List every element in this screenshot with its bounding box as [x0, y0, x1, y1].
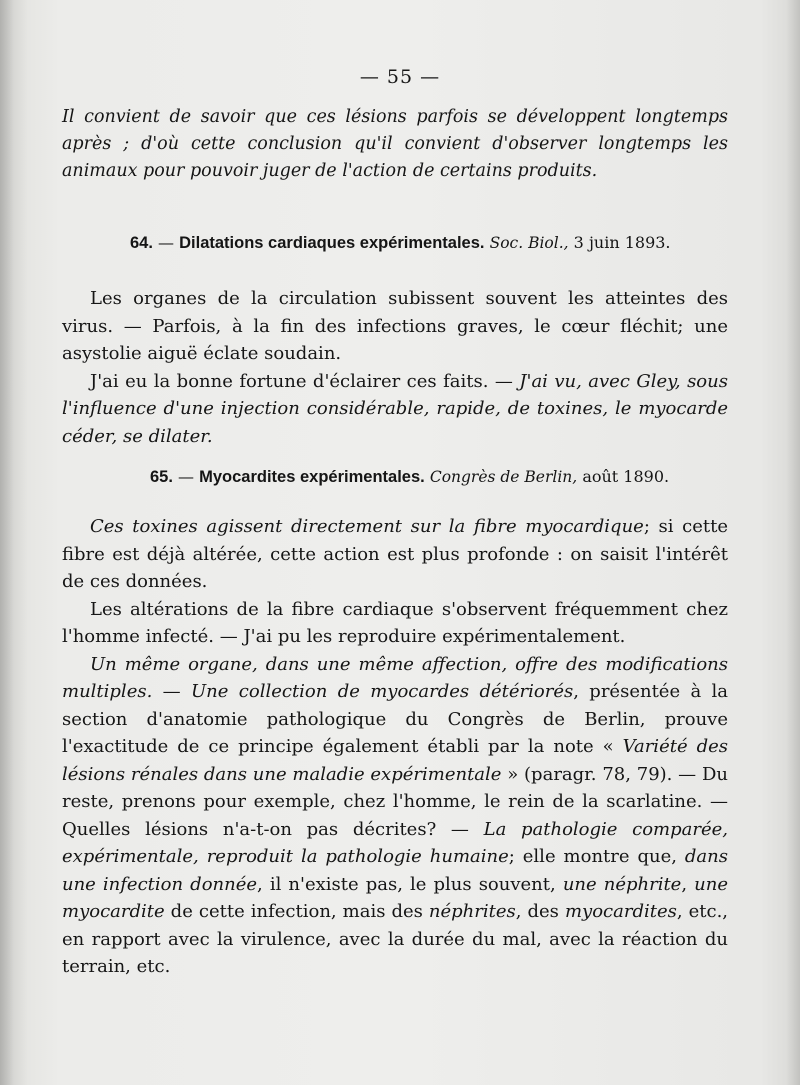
section-64-title: Dilatations cardiaques expérimentales.: [179, 234, 485, 252]
p3-plain-3: » (paragr. 78, 79). — Du reste, prenons pour exemple, chez l'homme, le rein de la scarlatine. — Quelles lésions n'a-t-on pas décrites? —: [62, 763, 728, 840]
left-edge-shadow: [0, 0, 14, 1085]
section-64-body: [62, 285, 728, 450]
section-64-source: Soc. Biol.,: [489, 234, 569, 252]
section-64-paragraph-2-italic: J'ai vu, avec Gley, sous l'influence d'une injection considérable, rapide, de toxines, le myocarde céder, se dilater.: [62, 370, 728, 447]
section-65-number: 65.: [150, 468, 173, 486]
p3-plain-7: de cette infection, mais des: [164, 901, 429, 922]
p3-italic-9: myocardites: [564, 901, 677, 922]
section-65-title: Myocardites expérimentales.: [199, 468, 425, 486]
p3-italic-2: Une collection de myocardes détériorés: [191, 681, 574, 702]
section-65-paragraph-3: [62, 651, 728, 981]
section-64-date: 3 juin 1893.: [573, 233, 671, 252]
section-64-dash: —: [158, 233, 175, 252]
p3-italic-3: Variété des lésions rénales dans une maladie expérimentale: [62, 736, 728, 785]
page-number: — 55 —: [359, 66, 441, 88]
p3-plain-6: ,: [681, 873, 695, 895]
section-65-paragraph-1-plain: ; si cette fibre est déjà altérée, cette action est plus profonde : on saisit l'intérêt de ces données.: [62, 516, 729, 592]
section-64-number: 64.: [130, 234, 153, 252]
section-64-paragraph-2: [62, 368, 728, 451]
p3-italic-4: La pathologie comparée, expérimentale, reproduit la pathologie humaine: [62, 818, 728, 867]
section-65-date: août 1890.: [582, 467, 670, 486]
p3-plain-1: —: [152, 681, 192, 702]
section-64-paragraph-2-plain: J'ai eu la bonne fortune d'éclairer ces faits. —: [90, 370, 520, 392]
p3-plain-9: , etc., en rapport avec la virulence, avec la durée du mal, avec la réaction du terrain, etc.: [62, 901, 729, 977]
section-65-dash: —: [178, 467, 195, 486]
p3-plain-2: , présentée à la section d'anatomie pathologique du Congrès de Berlin, prouve l'exactitude de ce principe également établi par la note «: [62, 681, 729, 757]
p3-italic-5: dans une infection donnée: [62, 846, 728, 895]
section-65-paragraph-1-italic: Ces toxines agissent directement sur la fibre myocardique: [90, 516, 644, 537]
p3-italic-6: une néphrite: [562, 873, 682, 895]
p3-italic-7: une myocardite: [62, 873, 728, 922]
section-64-heading: [130, 233, 671, 253]
section-65-heading: [150, 467, 669, 487]
section-65-paragraph-2: Les altérations de la fibre cardiaque s'observent fréquemment chez l'homme infecté. — J'ai pu les reproduire expérimentalement.: [62, 598, 728, 647]
section-65-source: Congrès de Berlin,: [429, 468, 578, 486]
p3-plain-8: , des: [515, 901, 565, 922]
p3-italic-1: Un même organe, dans une même affection, offre des modifications multiples.: [62, 653, 728, 702]
right-edge-shadow: [786, 0, 800, 1085]
section-65-paragraph-1: [62, 513, 728, 596]
section-64-paragraph-1: Les organes de la circulation subissent souvent les atteintes des virus. — Parfois, à la fin des infections graves, le cœur fléchit; une asystolie aiguë éclate soudain.: [62, 288, 728, 364]
section-65-body: [62, 513, 728, 981]
p3-plain-4: ; elle montre que,: [508, 846, 685, 867]
p3-plain-5: , il n'existe pas, le plus souvent,: [257, 873, 563, 895]
intro-paragraph: Il convient de savoir que ces lésions parfois se développent longtemps après ; d'où cette conclusion qu'il convient d'observer longtemps les animaux pour pouvoir juger de l'action de certains produits.: [62, 107, 728, 181]
p3-italic-8: néphrites: [428, 901, 516, 922]
